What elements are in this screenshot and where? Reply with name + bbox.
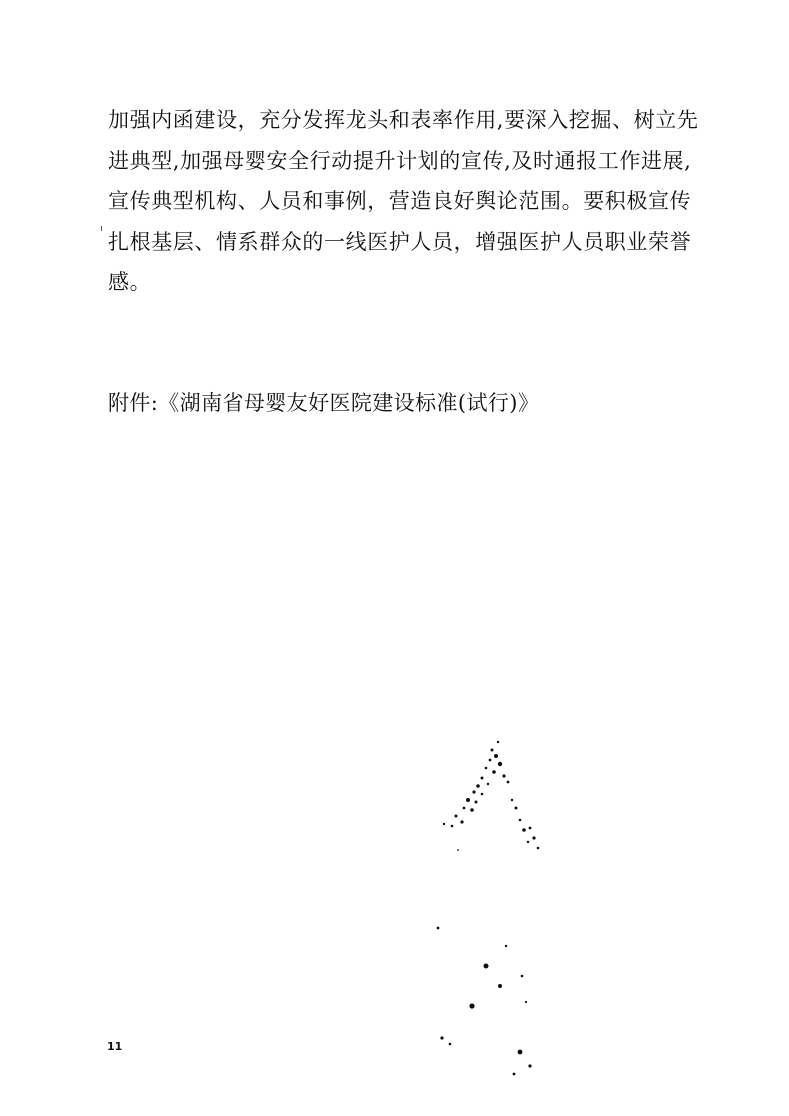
body-paragraph [108,100,698,303]
scan-speck [101,226,102,231]
paragraph-line: 扎根基层、情系群众的一线医护人员，增强医护人员职业荣誉 [108,229,692,254]
page-number: 11 [107,1040,123,1053]
attachment-line: 附件:《湖南省母婴友好医院建设标准(试行)》 [108,391,540,415]
paragraph-line: 感。 [108,270,152,294]
paragraph-line: 宣传典型机构、人员和事例，营造良好舆论范围。要积极宣传 [108,189,692,213]
paragraph-line: 进典型,加强母婴安全行动提升计划的宣传,及时通报工作进展, [108,148,692,173]
faded-seal-remnant [430,730,560,1080]
paragraph-line: 加强内函建设，充分发挥龙头和表率作用,要深入挖掘、树立先 [108,108,699,132]
